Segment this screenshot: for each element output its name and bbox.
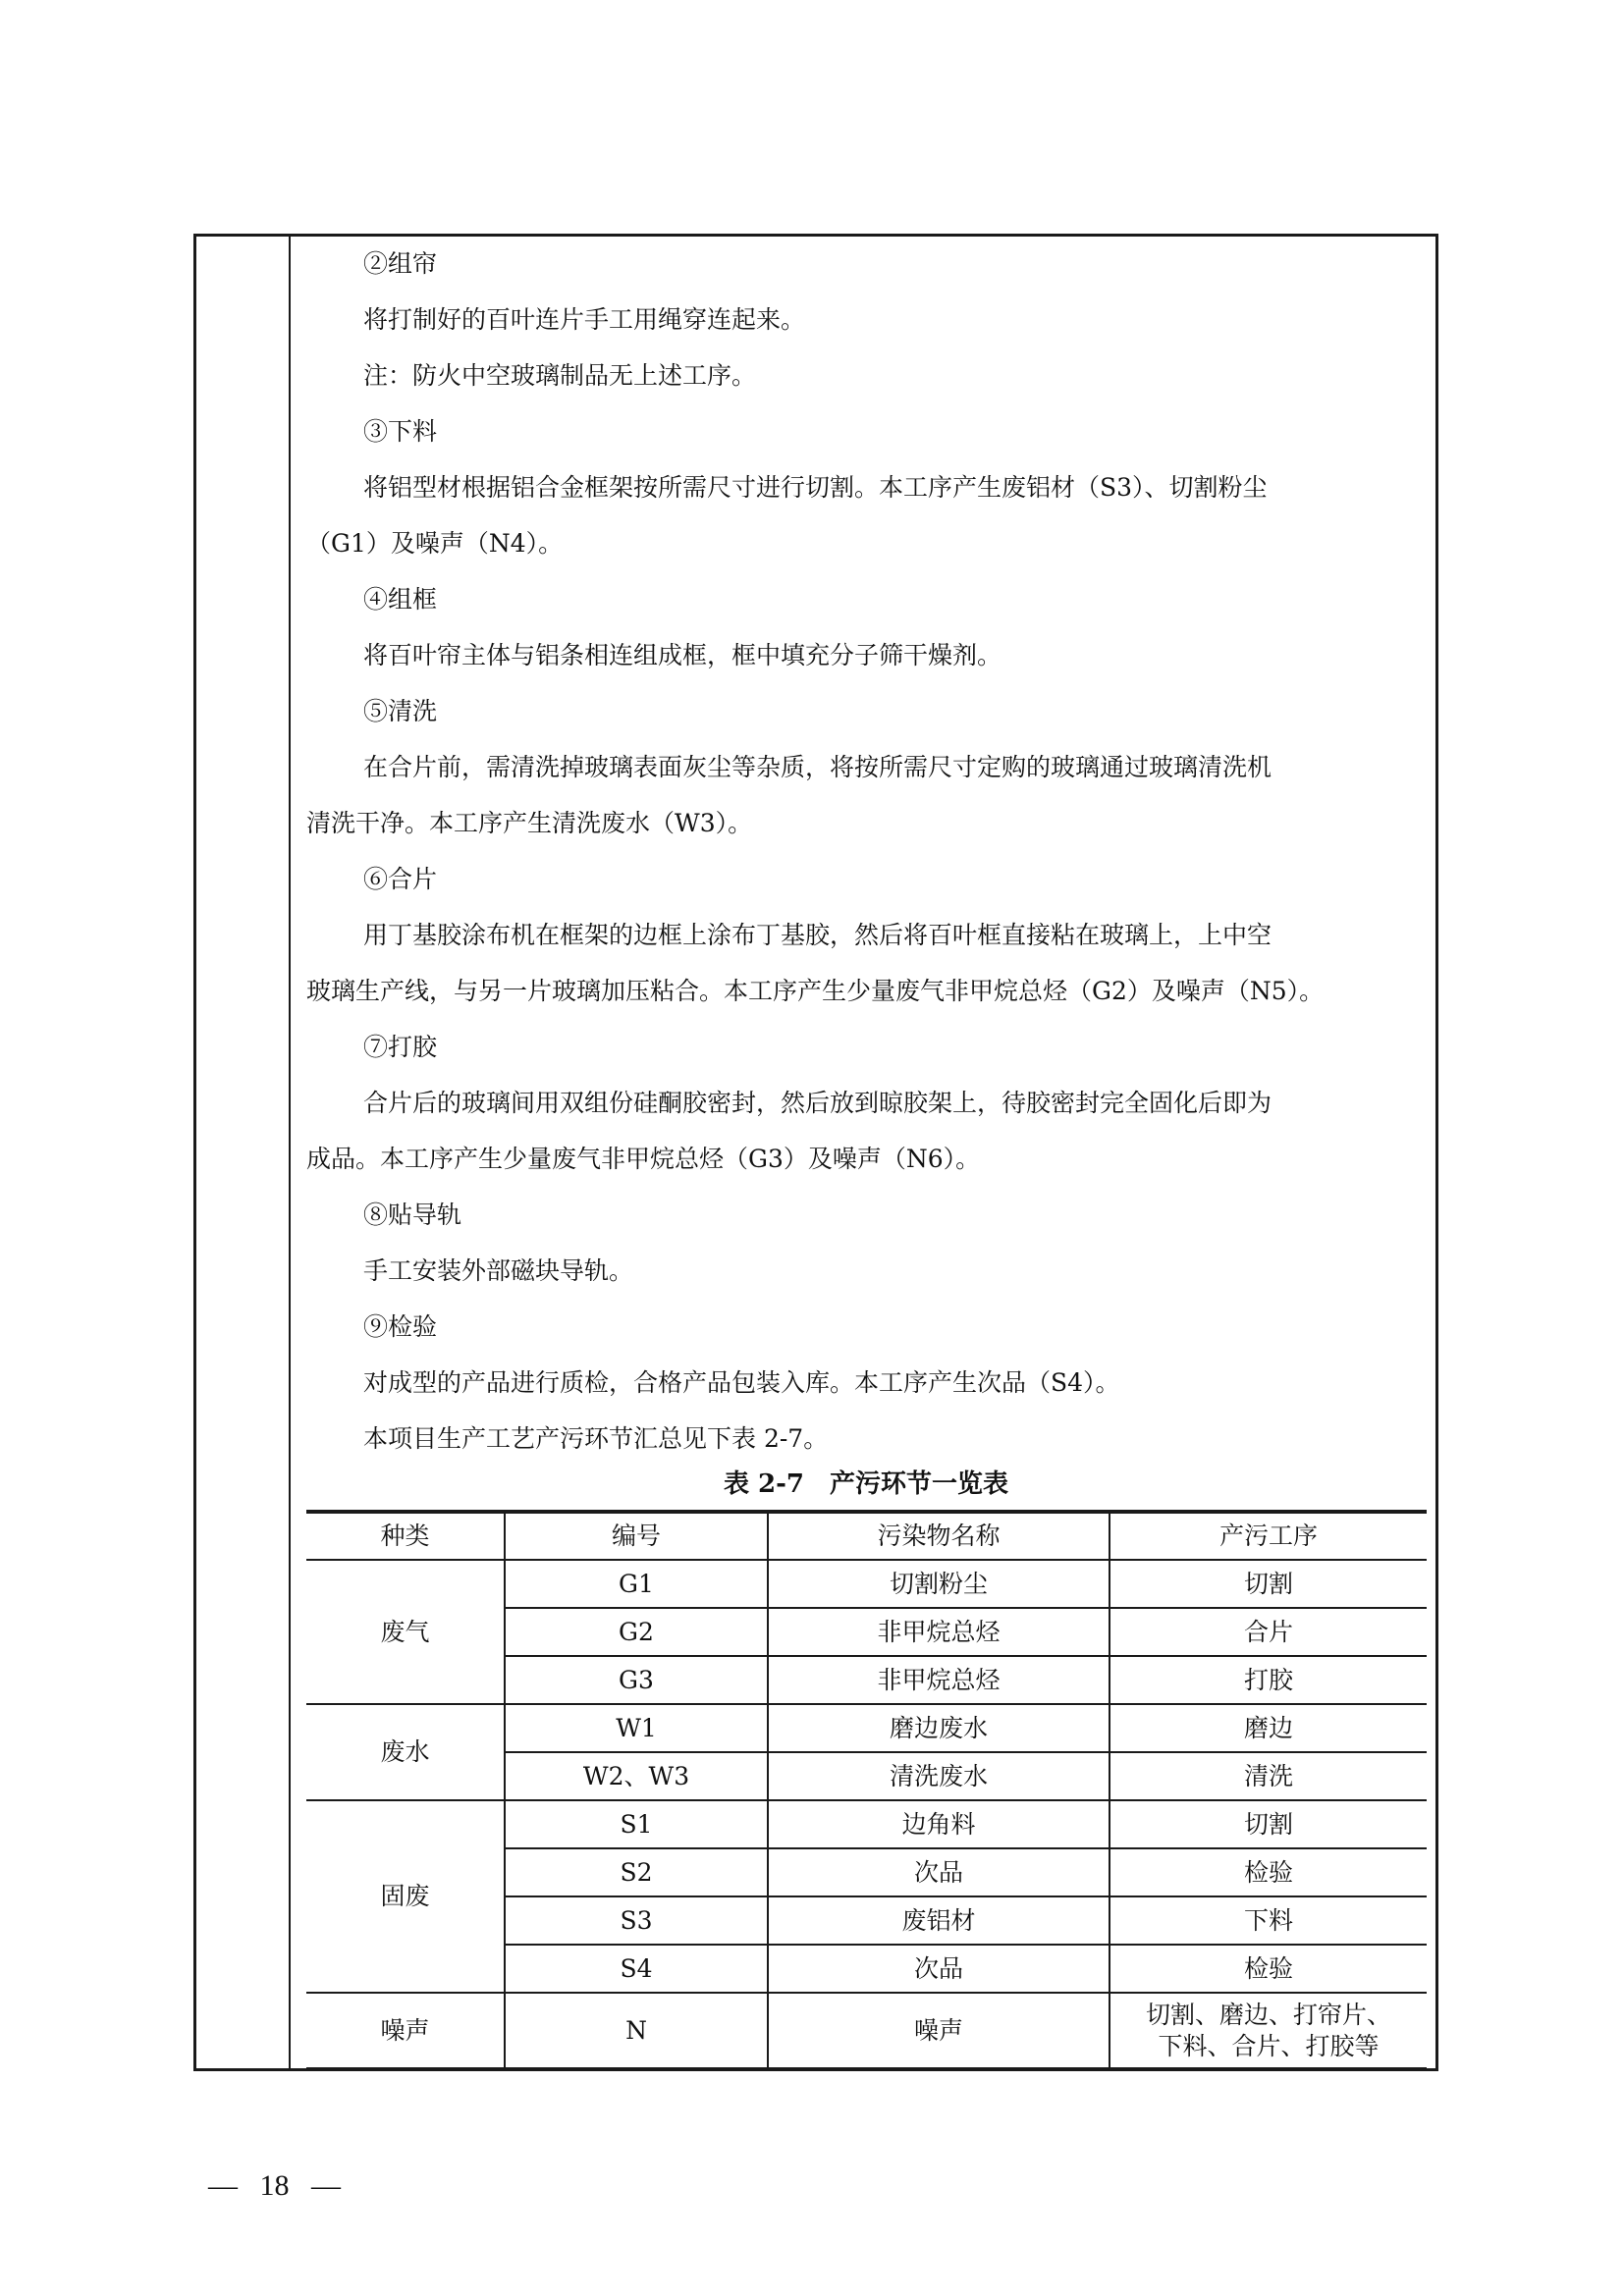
table-row [306, 1800, 1427, 1848]
process-cell: 下料 [1110, 1896, 1427, 1945]
pollutant-cell: 非甲烷总烃 [768, 1656, 1110, 1704]
category-cell: 废水 [306, 1704, 505, 1800]
text-line: ③下料 [363, 417, 438, 446]
text-line: 注：防火中空玻璃制品无上述工序。 [363, 361, 757, 390]
text-line: （G1）及噪声（N4）。 [306, 529, 564, 558]
process-cell: 检验 [1110, 1945, 1427, 1993]
pollutant-cell: 边角料 [768, 1800, 1110, 1848]
table-header-pollutant: 污染物名称 [768, 1512, 1110, 1560]
table-header-category: 种类 [306, 1512, 505, 1560]
table-header-process: 产污工序 [1110, 1512, 1427, 1560]
text-line: 合片后的玻璃间用双组份硅酮胶密封，然后放到晾胶架上，待胶密封完全固化后即为 [363, 1089, 1272, 1117]
code-cell: G3 [505, 1656, 768, 1704]
code-cell: S1 [505, 1800, 768, 1848]
code-cell: G1 [505, 1560, 768, 1608]
process-cell: 合片 [1110, 1608, 1427, 1656]
text-line: 在合片前，需清洗掉玻璃表面灰尘等杂质，将按所需尺寸定购的玻璃通过玻璃清洗机 [363, 753, 1272, 781]
process-cell: 切割 [1110, 1800, 1427, 1848]
body-text [306, 236, 1426, 1467]
process-cell: 清洗 [1110, 1752, 1427, 1800]
process-cell: 磨边 [1110, 1704, 1427, 1752]
text-line: 手工安装外部磁块导轨。 [363, 1256, 634, 1285]
category-cell: 废气 [306, 1560, 505, 1704]
table-row [306, 1704, 1427, 1752]
text-line: ⑧贴导轨 [363, 1201, 462, 1229]
code-cell: S4 [505, 1945, 768, 1993]
text-line: ⑥合片 [363, 865, 438, 893]
pollutant-cell: 废铝材 [768, 1896, 1110, 1945]
pollution-table [306, 1510, 1427, 2071]
text-line: 将铝型材根据铝合金框架按所需尺寸进行切割。本工序产生废铝材（S3）、切割粉尘 [363, 473, 1268, 502]
text-line: 玻璃生产线，与另一片玻璃加压粘合。本工序产生少量废气非甲烷总烃（G2）及噪声（N5）。 [306, 977, 1325, 1005]
process-cell: 切割 [1110, 1560, 1427, 1608]
pollutant-cell: 非甲烷总烃 [768, 1608, 1110, 1656]
table-title: 表 2-7 产污环节一览表 [723, 1469, 1009, 1499]
code-cell: S2 [505, 1848, 768, 1896]
page-number: 18 [259, 2169, 290, 2202]
process-cell: 打胶 [1110, 1656, 1427, 1704]
text-line: ④组框 [363, 585, 438, 614]
text-line: ②组帘 [363, 249, 438, 278]
pollutant-cell: 次品 [768, 1945, 1110, 1993]
text-line: 用丁基胶涂布机在框架的边框上涂布丁基胶，然后将百叶框直接粘在玻璃上，上中空 [363, 921, 1272, 949]
category-cell: 噪声 [306, 1993, 505, 2069]
frame-column-divider [289, 234, 291, 2071]
table-row [306, 1560, 1427, 1608]
text-line: ⑨检验 [363, 1312, 438, 1341]
text-line: ⑦打胶 [363, 1033, 438, 1061]
code-cell: S3 [505, 1896, 768, 1945]
code-cell: G2 [505, 1608, 768, 1656]
text-line: 将打制好的百叶连片手工用绳穿连起来。 [363, 305, 806, 334]
text-line: 成品。本工序产生少量废气非甲烷总烃（G3）及噪声（N6）。 [306, 1145, 981, 1173]
pollutant-cell: 切割粉尘 [768, 1560, 1110, 1608]
pollutant-cell: 噪声 [768, 1993, 1110, 2069]
code-cell: W1 [505, 1704, 768, 1752]
text-line: ⑤清洗 [363, 697, 438, 725]
text-line: 清洗干净。本工序产生清洗废水（W3）。 [306, 809, 753, 837]
code-cell: W2、W3 [505, 1752, 768, 1800]
pollutant-cell: 次品 [768, 1848, 1110, 1896]
pollutant-cell: 磨边废水 [768, 1704, 1110, 1752]
code-cell: N [505, 1993, 768, 2069]
pollutant-cell: 清洗废水 [768, 1752, 1110, 1800]
table-row [306, 1993, 1427, 2069]
category-cell: 固废 [306, 1800, 505, 1993]
table-header-code: 编号 [505, 1512, 768, 1560]
process-cell: 切割、磨边、打帘片、 下料、合片、打胶等 [1110, 1993, 1427, 2069]
text-line: 本项目生产工艺产污环节汇总见下表 2-7。 [363, 1424, 829, 1453]
text-line: 对成型的产品进行质检，合格产品包装入库。本工序产生次品（S4）。 [363, 1368, 1120, 1397]
text-line: 将百叶帘主体与铝条相连组成框，框中填充分子筛干燥剂。 [363, 641, 1002, 669]
page-footer: — 18 — [208, 2169, 341, 2202]
process-cell: 检验 [1110, 1848, 1427, 1896]
